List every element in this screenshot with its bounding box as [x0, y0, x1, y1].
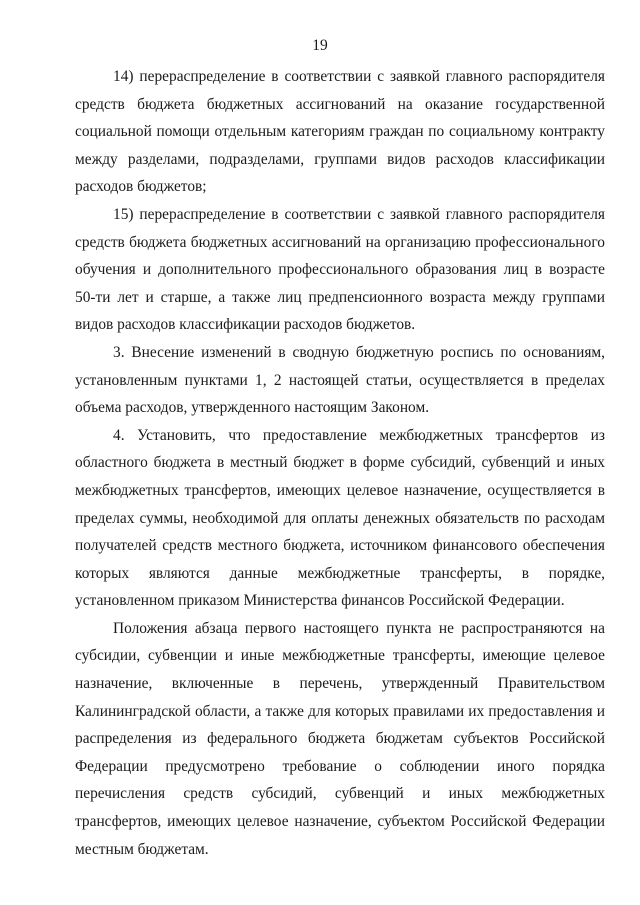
document-body: [75, 63, 605, 863]
paragraph-item-15: 15) перераспределение в соответствии с заявкой главного распорядителя средств бюджета бюджетных ассигнований на организацию профессионального обучения и дополнительного профессионального образования лиц в возрасте 50-ти лет и старше, а также лиц предпенсионного возраста между группами видов расходов классификации расходов бюджетов.: [75, 205, 605, 334]
page-number: 19: [312, 37, 328, 54]
paragraph-point-4: 4. Установить, что предоставление межбюджетных трансфертов из областного бюджета в местный бюджет в форме субсидий, субвенций и иных межбюджетных трансфертов, имеющих целевое назначение, осуществляется в пределах суммы, необходимой для оплаты денежных обязательств по расходам получателей средств местного бюджета, источником финансового обеспечения которых являются данные межбюджетные трансферты, в порядке, установленном приказом Министерства финансов Российской Федерации.: [75, 426, 605, 610]
paragraph-point-4-continuation: Положения абзаца первого настоящего пункта не распространяются на субсидии, субвенции и иные межбюджетные трансферты, имеющие целевое назначение, включенные в перечень, утвержденный Правительством Калининградской области, а также для которых правилами их предоставления и распределения из федерального бюджета бюджетам субъектов Российской Федерации предусмотрено требование о соблюдении иного порядка перечисления средств субсидий, субвенций и иных межбюджетных трансфертов, имеющих целевое назначение, субъектом Российской Федерации местным бюджетам.: [75, 619, 605, 858]
paragraph-point-3: 3. Внесение изменений в сводную бюджетную роспись по основаниям, установленным пунктами 1, 2 настоящей статьи, осуществляется в пределах объема расходов, утвержденного настоящим Законом.: [75, 343, 605, 417]
paragraph-item-14: 14) перераспределение в соответствии с заявкой главного распорядителя средств бюджета бюджетных ассигнований на оказание государственной социальной помощи отдельным категориям граждан по социальному контракту между разделами, подразделами, группами видов расходов классификации расходов бюджетов;: [75, 68, 605, 196]
